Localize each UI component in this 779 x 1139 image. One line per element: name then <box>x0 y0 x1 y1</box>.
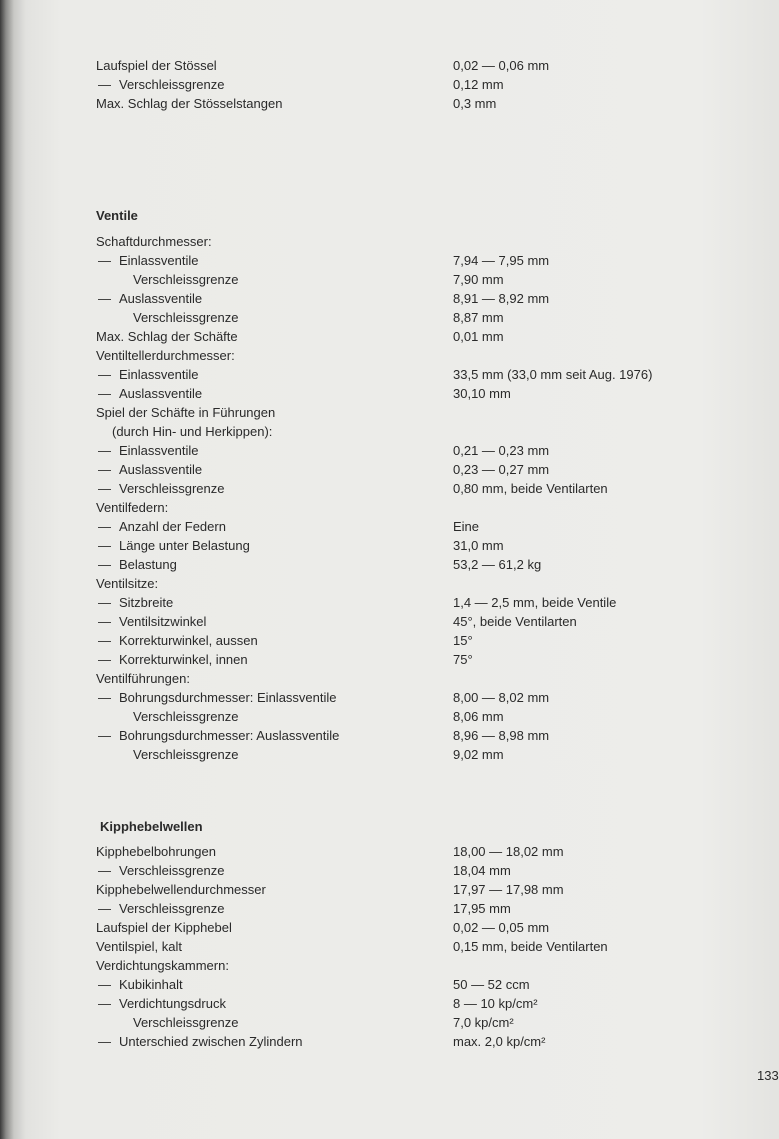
spec-value: 0,80 mm, beide Ventilarten <box>453 481 608 496</box>
spec-row <box>96 555 756 574</box>
spec-value: 0,02 — 0,05 mm <box>453 920 550 935</box>
spec-label: Kipphebelbohrungen <box>96 844 216 859</box>
spec-row <box>96 918 756 937</box>
spec-value: 18,04 mm <box>453 863 511 878</box>
spec-label: Korrekturwinkel, aussen <box>119 633 258 648</box>
dash-marker: — <box>98 557 111 572</box>
spec-label: Verschleissgrenze <box>119 863 225 878</box>
spec-label: Verschleissgrenze <box>133 709 239 724</box>
spec-value: 0,15 mm, beide Ventilarten <box>453 939 608 954</box>
spec-row <box>96 745 756 764</box>
spec-value: 18,00 — 18,02 mm <box>453 844 564 859</box>
spec-label: Kubikinhalt <box>119 977 183 992</box>
spec-row <box>96 669 756 688</box>
spec-row <box>96 861 756 880</box>
spec-row <box>96 994 756 1013</box>
spec-value: 15° <box>453 633 473 648</box>
spec-row <box>96 498 756 517</box>
spec-value: 17,95 mm <box>453 901 511 916</box>
spec-row <box>96 880 756 899</box>
spec-label: Laufspiel der Stössel <box>96 58 217 73</box>
spec-row <box>96 517 756 536</box>
dash-marker: — <box>98 253 111 268</box>
spec-row <box>96 441 756 460</box>
spec-label: Auslassventile <box>119 386 203 401</box>
spec-value: 0,01 mm <box>453 329 504 344</box>
dash-marker: — <box>98 77 111 92</box>
spec-value: 45°, beide Ventilarten <box>453 614 577 629</box>
spec-row <box>96 403 756 422</box>
spec-label: Laufspiel der Kipphebel <box>96 920 232 935</box>
spec-row <box>96 574 756 593</box>
spec-label: Verdichtungsdruck <box>119 996 226 1011</box>
spec-row <box>96 726 756 745</box>
spec-label: Ventilsitzwinkel <box>119 614 207 629</box>
spec-label: Einlassventile <box>119 443 199 458</box>
spec-row <box>96 308 756 327</box>
spec-label: Anzahl der Federn <box>119 519 226 534</box>
spec-label: Ventilsitze: <box>96 576 159 591</box>
spec-label: Max. Schlag der Schäfte <box>96 329 238 344</box>
spec-row <box>96 536 756 555</box>
spec-row <box>96 56 756 75</box>
dash-marker: — <box>98 595 111 610</box>
dash-marker: — <box>98 901 111 916</box>
spec-value: max. 2,0 kp/cm² <box>453 1034 546 1049</box>
spec-value: 50 — 52 ccm <box>453 977 530 992</box>
spec-row <box>96 975 756 994</box>
spec-value: 0,23 — 0,27 mm <box>453 462 550 477</box>
spec-label: Verschleissgrenze <box>133 310 239 325</box>
dash-marker: — <box>98 481 111 496</box>
spec-row <box>96 327 756 346</box>
spec-row <box>96 1032 756 1051</box>
dash-marker: — <box>98 728 111 743</box>
spec-row <box>96 460 756 479</box>
dash-marker: — <box>98 690 111 705</box>
spec-value: 0,02 — 0,06 mm <box>453 58 550 73</box>
spec-label: Bohrungsdurchmesser: Auslassventile <box>119 728 340 743</box>
kipphebelwellen-specs <box>96 842 756 1051</box>
spec-label: Schaftdurchmesser: <box>96 234 212 249</box>
spec-label: Verschleissgrenze <box>133 747 239 762</box>
page-number: 133 <box>757 1068 779 1083</box>
dash-marker: — <box>98 652 111 667</box>
spec-value: 17,97 — 17,98 mm <box>453 882 564 897</box>
dash-marker: — <box>98 1034 111 1049</box>
spec-label: Verschleissgrenze <box>133 272 239 287</box>
dash-marker: — <box>98 386 111 401</box>
spec-row <box>96 75 756 94</box>
spec-row <box>96 707 756 726</box>
spec-row <box>96 384 756 403</box>
spec-label: Ventilfedern: <box>96 500 169 515</box>
dash-marker: — <box>98 977 111 992</box>
spec-row <box>96 612 756 631</box>
spec-value: 7,90 mm <box>453 272 504 287</box>
spec-row <box>96 479 756 498</box>
spec-row <box>96 270 756 289</box>
spec-label: Einlassventile <box>119 253 199 268</box>
section-heading-kipphebelwellen: Kipphebelwellen <box>100 819 203 834</box>
spec-row <box>96 650 756 669</box>
spec-label: Verdichtungskammern: <box>96 958 229 973</box>
spec-label: Länge unter Belastung <box>119 538 250 553</box>
spec-label: Einlassventile <box>119 367 199 382</box>
spec-row <box>96 94 756 113</box>
spec-label: Spiel der Schäfte in Führungen <box>96 405 276 420</box>
spec-label: Ventiltellerdurchmesser: <box>96 348 235 363</box>
spec-value: 8,00 — 8,02 mm <box>453 690 550 705</box>
spec-value: 33,5 mm (33,0 mm seit Aug. 1976) <box>453 367 653 382</box>
spec-value: 8,06 mm <box>453 709 504 724</box>
spec-label: (durch Hin- und Herkippen): <box>112 424 273 439</box>
spec-label: Auslassventile <box>119 462 203 477</box>
spec-value: 7,94 — 7,95 mm <box>453 253 550 268</box>
dash-marker: — <box>98 291 111 306</box>
spec-value: Eine <box>453 519 480 534</box>
spec-label: Ventilführungen: <box>96 671 190 686</box>
stoessel-specs <box>96 56 756 113</box>
spec-value: 8,91 — 8,92 mm <box>453 291 550 306</box>
spec-row <box>96 631 756 650</box>
spec-row <box>96 1013 756 1032</box>
spec-row <box>96 251 756 270</box>
dash-marker: — <box>98 996 111 1011</box>
dash-marker: — <box>98 863 111 878</box>
spec-value: 8,96 — 8,98 mm <box>453 728 550 743</box>
spec-value: 0,3 mm <box>453 96 497 111</box>
section-heading-ventile: Ventile <box>96 208 138 223</box>
spec-label: Belastung <box>119 557 177 572</box>
spec-row <box>96 842 756 861</box>
spec-label: Auslassventile <box>119 291 203 306</box>
spec-value: 8 — 10 kp/cm² <box>453 996 538 1011</box>
dash-marker: — <box>98 443 111 458</box>
spec-row <box>96 937 756 956</box>
dash-marker: — <box>98 462 111 477</box>
spec-label: Ventilspiel, kalt <box>96 939 182 954</box>
spec-row <box>96 956 756 975</box>
spec-row <box>96 593 756 612</box>
spec-label: Verschleissgrenze <box>119 901 225 916</box>
spec-label: Korrekturwinkel, innen <box>119 652 248 667</box>
spec-row <box>96 289 756 308</box>
spec-value: 0,12 mm <box>453 77 504 92</box>
spec-value: 75° <box>453 652 473 667</box>
ventile-specs <box>96 232 756 764</box>
spec-value: 31,0 mm <box>453 538 504 553</box>
dash-marker: — <box>98 367 111 382</box>
spec-label: Verschleissgrenze <box>119 77 225 92</box>
spec-value: 8,87 mm <box>453 310 504 325</box>
spec-row <box>96 688 756 707</box>
dash-marker: — <box>98 633 111 648</box>
spec-label: Verschleissgrenze <box>119 481 225 496</box>
spec-row <box>96 232 756 251</box>
spec-label: Kipphebelwellendurchmesser <box>96 882 266 897</box>
spec-label: Bohrungsdurchmesser: Einlassventile <box>119 690 337 705</box>
spec-label: Unterschied zwischen Zylindern <box>119 1034 303 1049</box>
dash-marker: — <box>98 538 111 553</box>
spec-label: Sitzbreite <box>119 595 174 610</box>
spec-value: 0,21 — 0,23 mm <box>453 443 550 458</box>
spec-label: Max. Schlag der Stösselstangen <box>96 96 283 111</box>
spec-label: Verschleissgrenze <box>133 1015 239 1030</box>
spec-row <box>96 422 756 441</box>
spec-value: 30,10 mm <box>453 386 511 401</box>
dash-marker: — <box>98 519 111 534</box>
spec-row <box>96 899 756 918</box>
spec-row <box>96 346 756 365</box>
spec-value: 1,4 — 2,5 mm, beide Ventile <box>453 595 617 610</box>
spec-value: 9,02 mm <box>453 747 504 762</box>
spec-value: 7,0 kp/cm² <box>453 1015 514 1030</box>
spec-row <box>96 365 756 384</box>
spec-value: 53,2 — 61,2 kg <box>453 557 542 572</box>
dash-marker: — <box>98 614 111 629</box>
